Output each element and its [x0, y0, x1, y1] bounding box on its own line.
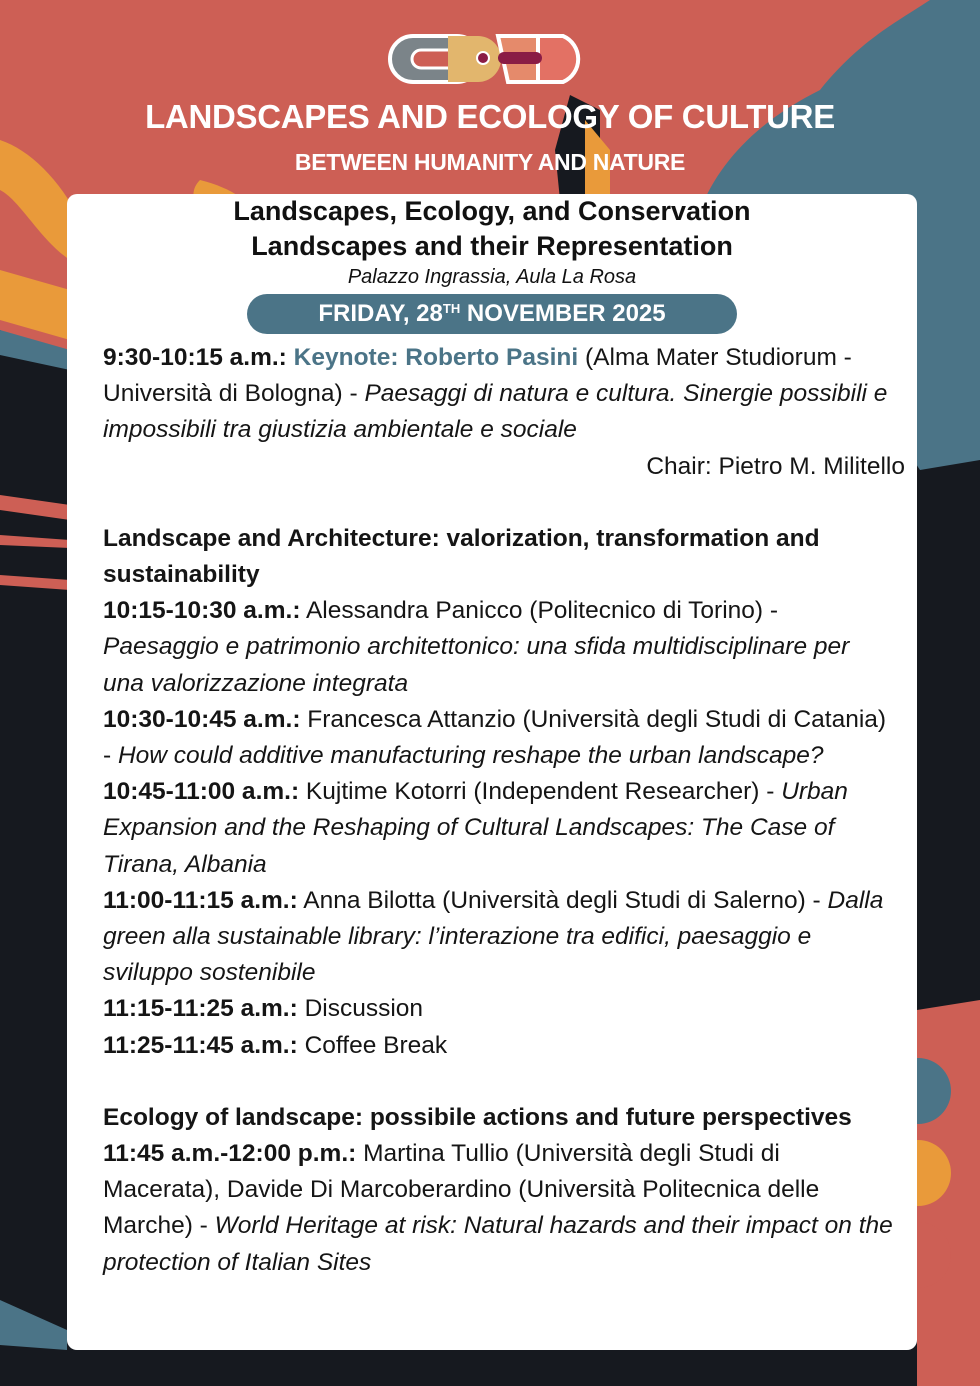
venue: Palazzo Ingrassia, Aula La Rosa — [347, 266, 637, 288]
item-talk-title: World Heritage at risk: Natural hazards and their impact on the protection of Italian Sites — [103, 1212, 893, 1276]
keynote-talk-title: Paesaggi di natura e cultura. Sinergie possibili e impossibili tra giustizia ambientale e sociale — [103, 380, 888, 444]
item-time: 10:30-10:45 a.m.: — [103, 705, 301, 733]
item-speaker: Anna Bilotta (Università degli Studi di Salerno) - — [297, 886, 828, 914]
program-item — [103, 883, 893, 992]
section-title: Ecology of landscape: possibile actions and future perspectives — [103, 1103, 852, 1131]
item-time: 10:15-10:30 a.m.: — [103, 597, 301, 625]
item-time: 11:45 a.m.-12:00 p.m.: — [103, 1140, 357, 1168]
program-item — [103, 702, 893, 774]
item-speaker: Alessandra Panicco (Politecnico di Torino) - — [300, 597, 779, 625]
date-suffix: NOVEMBER 2025 — [460, 300, 666, 327]
spacer — [103, 1064, 893, 1100]
item-speaker: Coffee Break — [297, 1031, 448, 1059]
session-title-2: Landscapes and their Representation — [251, 231, 733, 261]
keynote-affiliation: (Alma Mater Studiorum - Università di Bologna) - — [103, 344, 852, 408]
section-title: Landscape and Architecture: valorization, transformation and sustainability — [103, 524, 820, 589]
section-2 — [103, 1100, 893, 1281]
date-prefix: FRIDAY, 28 — [318, 300, 443, 327]
item-speaker: Martina Tullio (Università degli Studi di Macerata), Davide Di Marcoberardino (Università Politecnica delle Marche) - — [103, 1140, 820, 1240]
spacer — [103, 485, 893, 521]
keynote-entry — [103, 340, 893, 449]
date-ordinal: TH — [442, 301, 461, 316]
keynote-label: Keynote: Roberto Pasini — [293, 344, 579, 371]
date-badge — [247, 294, 737, 334]
program-item — [103, 1028, 893, 1064]
section-1 — [103, 521, 893, 1064]
program-card — [67, 194, 917, 1350]
program-item — [103, 991, 893, 1027]
item-talk-title: Urban Expansion and the Reshaping of Cultural Landscapes: The Case of Tirana, Albania — [103, 778, 848, 878]
item-time: 11:00-11:15 a.m.: — [103, 886, 298, 914]
item-speaker: Discussion — [297, 995, 424, 1023]
item-talk-title: How could additive manufacturing reshape the urban landscape? — [117, 742, 824, 770]
session-title-1: Landscapes, Ecology, and Conservation — [233, 196, 751, 226]
program-item — [103, 593, 893, 702]
conference-logo — [388, 30, 594, 90]
item-speaker: Francesca Attanzio (Università degli Studi di Catania) - — [103, 705, 887, 770]
item-time: 10:45-11:00 a.m.: — [103, 778, 300, 806]
card-header — [67, 194, 917, 334]
event-title: LANDSCAPES AND ECOLOGY OF CULTURE — [145, 98, 835, 135]
program-item — [103, 774, 893, 883]
event-subtitle: BETWEEN HUMANITY AND NATURE — [294, 149, 686, 175]
program-item — [103, 1136, 893, 1281]
item-time: 11:15-11:25 a.m.: — [103, 995, 298, 1023]
item-talk-title: Dalla green alla sustainable library: l’interazione tra edifici, paesaggio e sviluppo sostenibile — [103, 886, 884, 987]
program-content — [103, 340, 905, 1281]
item-time: 11:25-11:45 a.m.: — [103, 1031, 298, 1059]
item-talk-title: Paesaggio e patrimonio architettonico: una sfida multidisciplinare per una valorizzazione integrata — [103, 633, 850, 697]
item-speaker: Kujtime Kotorri (Independent Researcher) - — [299, 778, 782, 806]
keynote-chair: Chair: Pietro M. Militello — [646, 452, 905, 480]
keynote-time: 9:30-10:15 a.m.: — [103, 344, 287, 371]
